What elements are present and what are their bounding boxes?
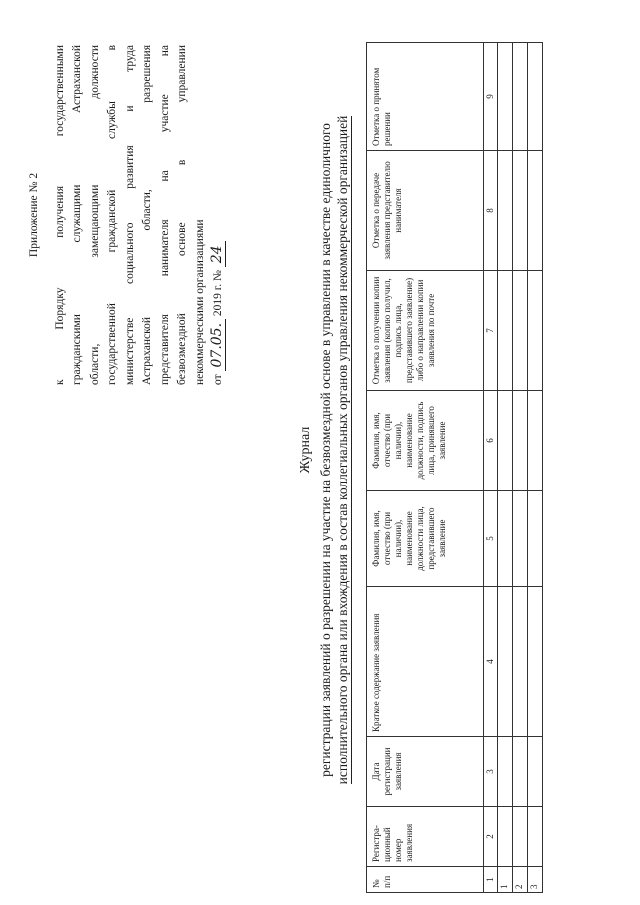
handwritten-number: 24 [209,241,226,267]
appendix-line: государственной гражданской службы в [106,45,118,385]
appendix-line: гражданскими служащими Астраханской [71,45,83,385]
table-cell [528,271,543,391]
table-cell [513,587,528,737]
appendix-line: некоммерческими организациями [193,219,206,385]
column-number: 2 [484,807,498,867]
table-cell [498,391,513,491]
table-header-cell: Отметка о передаче заявления представителю нанимателя [367,151,484,271]
table-cell [498,737,513,807]
table-header-cell: Отметка о получении копии заявления (копию получил, подпись лица, представившего заявление) либо о направлении копии заявления по почте [367,271,484,391]
appendix-line: министерстве социального развития и труда [123,45,136,385]
column-number: 3 [484,737,498,807]
column-number: 4 [484,587,498,737]
table-row [498,43,513,893]
table-cell [513,491,528,587]
table-cell: 2 [513,867,528,893]
table-header-cell: Фамилия, имя, отчество (при наличии), наименование должности, подпись лица, принявшего заявление [367,391,484,491]
column-number: 6 [484,391,498,491]
table-cell [513,43,528,151]
table-header-row [367,43,484,893]
appendix-line: Астраханской области, разрешения [141,45,153,385]
table-header-cell: Краткое содержание заявления [367,587,484,737]
table-cell [513,737,528,807]
table-cell [513,391,528,491]
journal-subtitle-line-2: исполнительного органа или вхождения в состав коллегиальных органов управления некоммерческой организацией [335,115,350,785]
appendix-date-line [209,45,228,385]
appendix-block [26,45,228,385]
handwritten-date: 07.05. [209,319,226,372]
appendix-line: к Порядку получения государственными [53,45,66,385]
table-cell [513,807,528,867]
appendix-line: области, замещающими должности [88,45,101,385]
table-cell [528,737,543,807]
table-cell [498,807,513,867]
table-cell [498,587,513,737]
journal-title: Журнал [298,426,313,474]
table-cell [528,807,543,867]
column-number: 7 [484,271,498,391]
table-row [528,43,543,893]
column-number: 5 [484,491,498,587]
table-cell [513,151,528,271]
appendix-line: представителя нанимателя на участие на [158,45,171,385]
appendix-line: безвозмездной основе в управлении [176,45,188,385]
table-cell [528,151,543,271]
table-cell: 1 [498,867,513,893]
column-number-row [484,43,498,893]
journal-table [366,42,543,893]
table-cell [498,491,513,587]
table-header-cell: № п/п [367,867,484,893]
table-cell [528,587,543,737]
table-cell [528,391,543,491]
journal-subtitle-line-1: регистрации заявлений о разрешении на участие на безвозмездной основе в управлении в качестве единоличного [318,123,333,777]
table-cell [498,43,513,151]
table-cell [528,43,543,151]
table-header-cell: Дата регистрации заявления [367,737,484,807]
column-number: 1 [484,867,498,893]
table-header-cell: Фамилия, имя, отчество (при наличии), наименование должности лица, представившего заявление [367,491,484,587]
date-prefix: от [212,374,224,385]
column-number: 8 [484,151,498,271]
table-header-cell: Отметка о принятом решении [367,43,484,151]
appendix-body [52,45,228,385]
date-year: 2019 г. № [212,270,224,317]
table-cell: 3 [528,867,543,893]
journal-heading [298,35,352,865]
column-number: 9 [484,43,498,151]
table-cell [498,271,513,391]
table-cell [513,271,528,391]
table-cell [498,151,513,271]
appendix-title: Приложение № 2 [28,172,40,258]
table-row [513,43,528,893]
table-cell [528,491,543,587]
table-header-cell: Регистра-ционный номер заявления [367,807,484,867]
